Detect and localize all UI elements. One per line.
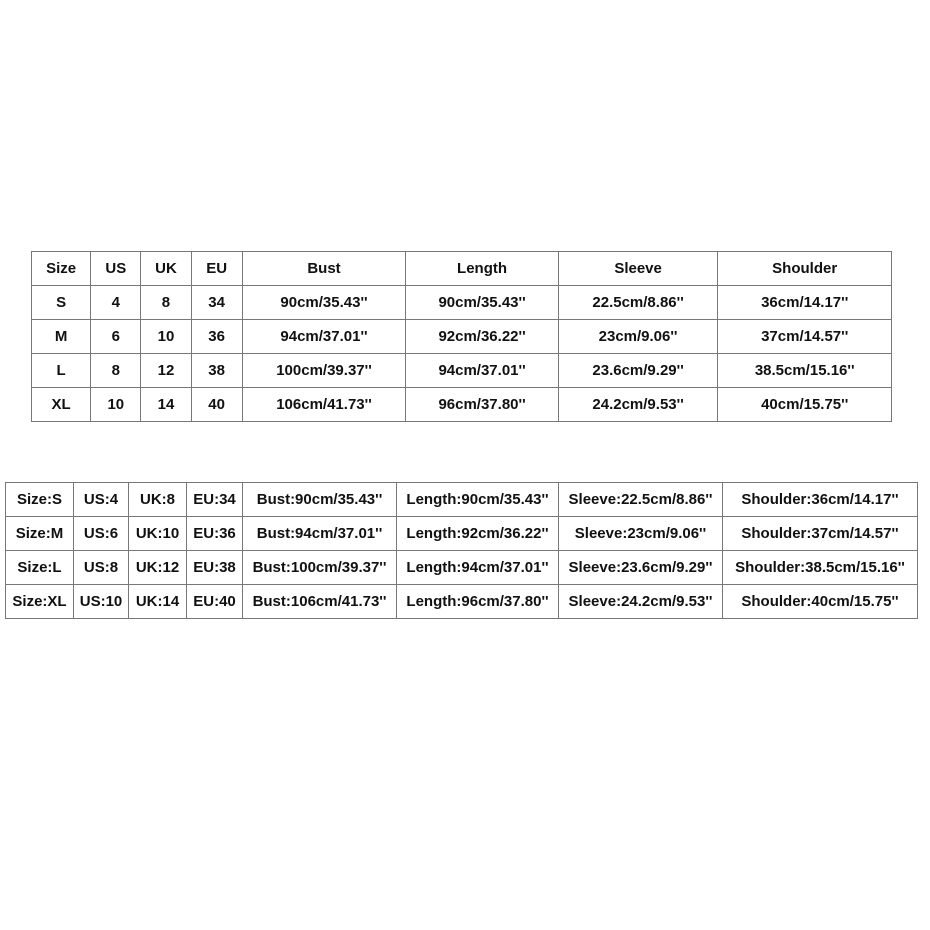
table-cell: US:8 bbox=[74, 551, 129, 585]
table-cell: 38.5cm/15.16'' bbox=[718, 354, 892, 388]
table-cell: UK:14 bbox=[129, 585, 187, 619]
table-cell: 8 bbox=[141, 286, 191, 320]
table-row bbox=[32, 320, 892, 354]
table-cell: 34 bbox=[191, 286, 242, 320]
table-row bbox=[6, 483, 918, 517]
table-cell: 23cm/9.06'' bbox=[558, 320, 718, 354]
table-cell: UK:12 bbox=[129, 551, 187, 585]
table-cell: Bust:94cm/37.01'' bbox=[243, 517, 397, 551]
table-cell: UK:10 bbox=[129, 517, 187, 551]
table-cell: Sleeve:23cm/9.06'' bbox=[559, 517, 723, 551]
table-cell: Sleeve:22.5cm/8.86'' bbox=[559, 483, 723, 517]
table-cell: 8 bbox=[91, 354, 141, 388]
header-cell-uk: UK bbox=[141, 252, 191, 286]
table-cell: US:10 bbox=[74, 585, 129, 619]
table-cell: Size:S bbox=[6, 483, 74, 517]
table-cell: US:4 bbox=[74, 483, 129, 517]
size-chart-table bbox=[31, 251, 892, 422]
table-cell: 10 bbox=[91, 388, 141, 422]
header-cell-length: Length bbox=[406, 252, 559, 286]
table-cell: 38 bbox=[191, 354, 242, 388]
table-cell: Length:90cm/35.43'' bbox=[397, 483, 559, 517]
header-cell-size: Size bbox=[32, 252, 91, 286]
size-chart-inline-table bbox=[5, 482, 918, 619]
table-cell: Shoulder:36cm/14.17'' bbox=[723, 483, 918, 517]
table-cell: 94cm/37.01'' bbox=[242, 320, 406, 354]
table-cell: XL bbox=[32, 388, 91, 422]
table-row bbox=[6, 551, 918, 585]
table-cell: 100cm/39.37'' bbox=[242, 354, 406, 388]
table-cell: Shoulder:38.5cm/15.16'' bbox=[723, 551, 918, 585]
table-cell: 92cm/36.22'' bbox=[406, 320, 559, 354]
table-row bbox=[32, 354, 892, 388]
table-cell: 12 bbox=[141, 354, 191, 388]
table-cell: S bbox=[32, 286, 91, 320]
table-cell: 24.2cm/9.53'' bbox=[558, 388, 718, 422]
table-cell: Length:92cm/36.22'' bbox=[397, 517, 559, 551]
table-cell: Sleeve:24.2cm/9.53'' bbox=[559, 585, 723, 619]
table-cell: 6 bbox=[91, 320, 141, 354]
header-cell-us: US bbox=[91, 252, 141, 286]
table-cell: 14 bbox=[141, 388, 191, 422]
table-cell: EU:38 bbox=[187, 551, 243, 585]
header-cell-sleeve: Sleeve bbox=[558, 252, 718, 286]
table-cell: Bust:90cm/35.43'' bbox=[243, 483, 397, 517]
table-cell: 106cm/41.73'' bbox=[242, 388, 406, 422]
table-row bbox=[32, 286, 892, 320]
table-cell: 96cm/37.80'' bbox=[406, 388, 559, 422]
table-cell: Shoulder:37cm/14.57'' bbox=[723, 517, 918, 551]
table-cell: Length:96cm/37.80'' bbox=[397, 585, 559, 619]
table-cell: Length:94cm/37.01'' bbox=[397, 551, 559, 585]
table-cell: 40 bbox=[191, 388, 242, 422]
table-row bbox=[32, 388, 892, 422]
table-cell: 40cm/15.75'' bbox=[718, 388, 892, 422]
table-cell: 37cm/14.57'' bbox=[718, 320, 892, 354]
table-row bbox=[6, 585, 918, 619]
table-cell: 22.5cm/8.86'' bbox=[558, 286, 718, 320]
header-cell-shoulder: Shoulder bbox=[718, 252, 892, 286]
table-cell: Bust:100cm/39.37'' bbox=[243, 551, 397, 585]
table-cell: EU:34 bbox=[187, 483, 243, 517]
table-cell: 23.6cm/9.29'' bbox=[558, 354, 718, 388]
table-cell: L bbox=[32, 354, 91, 388]
header-cell-bust: Bust bbox=[242, 252, 406, 286]
table-cell: Size:XL bbox=[6, 585, 74, 619]
header-cell-eu: EU bbox=[191, 252, 242, 286]
table-cell: 90cm/35.43'' bbox=[242, 286, 406, 320]
table-cell: Sleeve:23.6cm/9.29'' bbox=[559, 551, 723, 585]
table-row bbox=[6, 517, 918, 551]
table-cell: UK:8 bbox=[129, 483, 187, 517]
table-cell: 10 bbox=[141, 320, 191, 354]
table-cell: US:6 bbox=[74, 517, 129, 551]
table-cell: 94cm/37.01'' bbox=[406, 354, 559, 388]
table-cell: Size:M bbox=[6, 517, 74, 551]
table-cell: Shoulder:40cm/15.75'' bbox=[723, 585, 918, 619]
table-cell: 4 bbox=[91, 286, 141, 320]
table-cell: 90cm/35.43'' bbox=[406, 286, 559, 320]
table-cell: EU:40 bbox=[187, 585, 243, 619]
table-cell: EU:36 bbox=[187, 517, 243, 551]
table-cell: 36 bbox=[191, 320, 242, 354]
table-cell: 36cm/14.17'' bbox=[718, 286, 892, 320]
table-cell: Bust:106cm/41.73'' bbox=[243, 585, 397, 619]
table-cell: Size:L bbox=[6, 551, 74, 585]
table-header-row bbox=[32, 252, 892, 286]
table-cell: M bbox=[32, 320, 91, 354]
